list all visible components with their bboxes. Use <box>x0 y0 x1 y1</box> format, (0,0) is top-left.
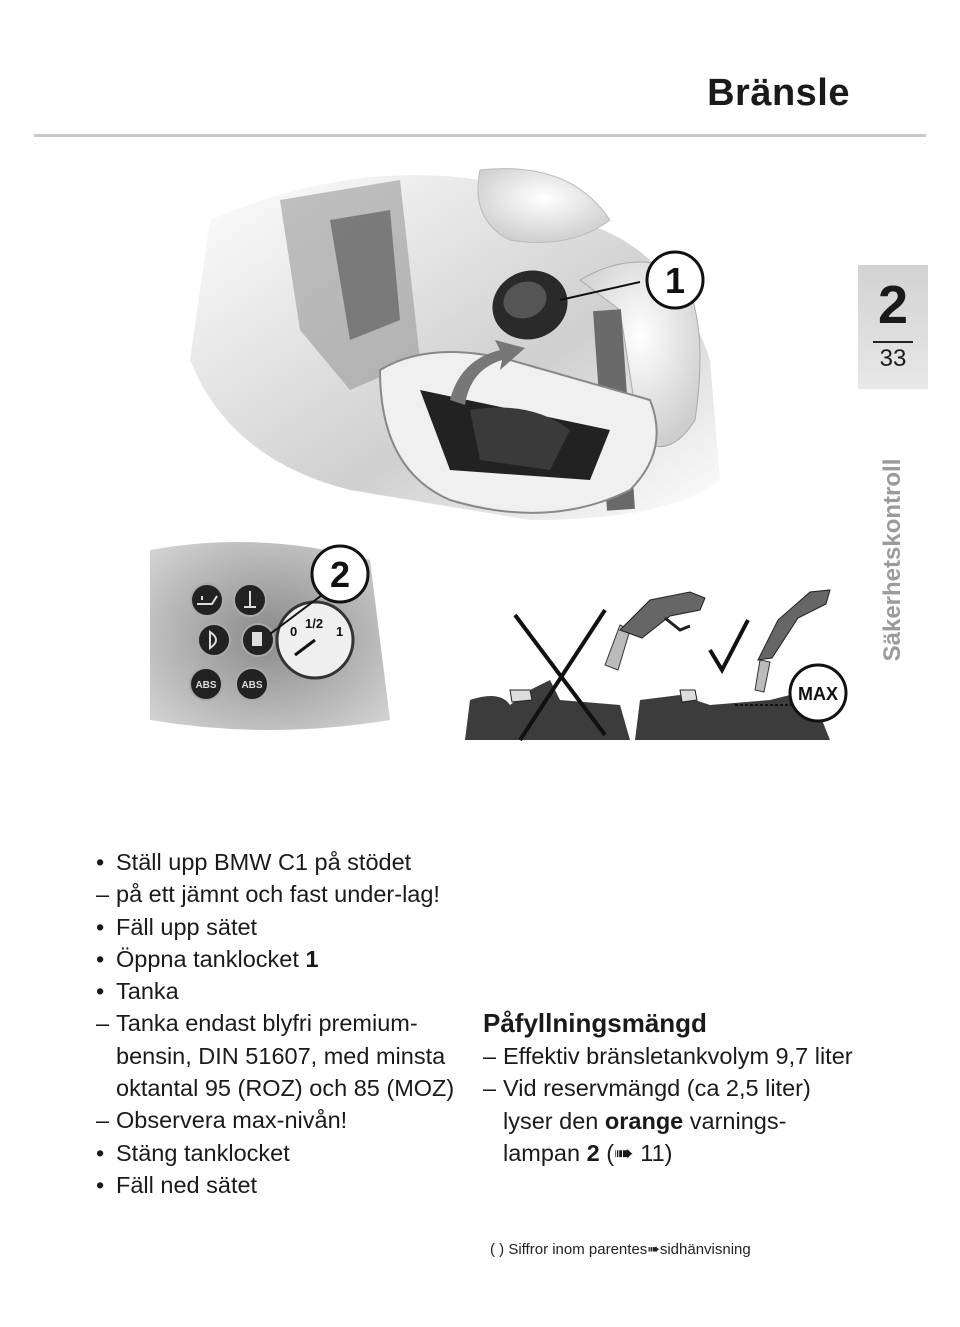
gauge-1: 1 <box>336 624 344 639</box>
fuel-icon <box>242 624 274 656</box>
fuel-nozzle-icon <box>620 592 705 638</box>
oil-can-icon <box>191 584 223 616</box>
title-rule <box>34 134 926 137</box>
refill-heading: Påfyllningsmängd <box>483 1008 707 1038</box>
max-label: MAX <box>798 684 838 704</box>
step-item: • Fäll ned sätet <box>96 1171 258 1198</box>
refill-item: – Vid reservmängd (ca 2,5 liter) lyser den orange varnings-lampan 2 (➠ 11) <box>483 1075 811 1166</box>
chapter-number: 2 <box>877 275 909 335</box>
step-item: • Stäng tanklocket <box>96 1139 290 1166</box>
max-label-badge <box>790 665 846 721</box>
step-item: • Fäll upp sätet <box>96 913 258 940</box>
chapter-tab <box>858 265 928 389</box>
gauge-half: 1/2 <box>305 616 324 631</box>
step-item: • Ställ upp BMW C1 på stödet <box>96 849 412 875</box>
gauge-0: 0 <box>290 624 298 639</box>
scooter-body <box>190 169 720 520</box>
light-icon <box>198 624 230 656</box>
temperature-icon <box>234 584 266 616</box>
page-number: 33 <box>879 345 907 372</box>
step-item: • Öppna tanklocket 1 <box>96 945 319 972</box>
refill-item: – Effektiv bränsletankvolym 9,7 liter <box>483 1043 853 1069</box>
sub-step-item: – Observera max-nivån! <box>96 1107 348 1134</box>
footnote: ( ) Siffror inom parentes➠sidhänvisning <box>490 1241 751 1258</box>
fuel-illustration <box>150 160 850 745</box>
check-icon <box>710 620 748 670</box>
chapter-rule <box>873 341 913 343</box>
step-item: • Tanka <box>96 978 179 1005</box>
sub-step-item: – Tanka endast blyfri premium-bensin, DIN 51607, med minsta oktantal 95 (ROZ) och 85 (MOZ) <box>96 1010 455 1102</box>
abs-label-1: ABS <box>195 680 217 691</box>
refill-section <box>483 1006 863 1169</box>
abs-label-2: ABS <box>241 680 263 691</box>
callout-2 <box>312 546 368 602</box>
page-title: Bränsle <box>707 72 850 114</box>
callout-1 <box>647 252 703 308</box>
procedure-steps <box>96 846 466 1201</box>
callout-2-label: 2 <box>329 554 351 595</box>
sub-step-item: – på ett jämnt och fast under-lag! <box>96 881 440 908</box>
callout-1-label: 1 <box>664 260 686 301</box>
fuel-gauge <box>277 602 353 678</box>
section-side-label: Säkerhetskontroll <box>879 458 906 662</box>
